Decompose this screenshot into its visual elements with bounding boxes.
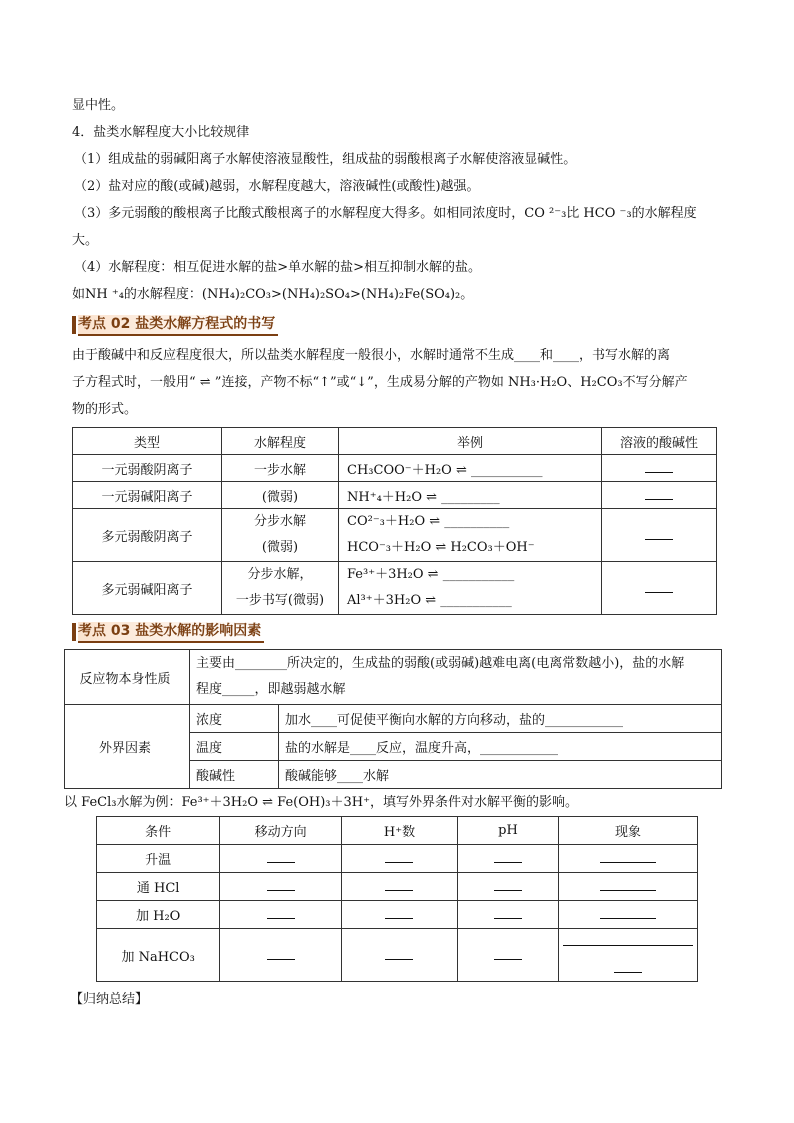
cell-type: 一元弱碱阳离子 [73,482,222,509]
answer-blank[interactable] [220,929,342,982]
example-line: HCO⁻₃＋H₂O ⇌ H₂CO₃＋OH⁻ [347,540,535,555]
document-page [64,92,732,1013]
answer-blank[interactable] [458,873,559,901]
example-line: Fe³⁺＋3H₂O ⇌ ___________ [347,567,515,582]
answer-blank[interactable] [341,845,457,873]
row-content-self [190,650,722,705]
cell-degree: (微弱) [222,482,339,509]
cell-example [339,509,602,562]
factor-acidity: 酸碱性 [190,761,279,789]
answer-blank[interactable] [341,929,457,982]
degree-line: 分步水解 [253,514,306,529]
answer-blank[interactable] [559,845,698,873]
cell-answer-blank[interactable] [602,455,717,482]
row-label-self: 反应物本身性质 [65,650,190,705]
hydrolysis-equation-table [72,427,717,615]
cell-degree: 一步水解 [222,455,339,482]
table-row [97,873,698,901]
content-line: 程度_____，即越弱越水解 [196,682,346,697]
cell-answer-blank[interactable] [602,562,717,615]
answer-blank[interactable] [220,873,342,901]
heading-bar [72,316,76,334]
header-example: 举例 [339,428,602,455]
table-row [73,562,717,615]
answer-blank[interactable] [458,929,559,982]
condition-cell: 加 NaHCO₃ [97,929,220,982]
fecl3-example-line: 以 FeCl₃水解为例：Fe³⁺＋3H₂O ⇌ Fe(OH)₃＋3H⁺，填写外界条件对水解平衡的影响。 [64,795,578,810]
factor-text: 加水____可促使平衡向水解的方向移动，盐的____________ [279,705,722,733]
cell-type: 一元弱酸阴离子 [73,455,222,482]
table-row [65,650,722,705]
intro-line: 显中性。 [72,98,125,113]
cell-degree [222,509,339,562]
heading-bar [72,623,76,641]
cell-example: NH⁺₄＋H₂O ⇌ _________ [339,482,602,509]
header-degree: 水解程度 [222,428,339,455]
kaodian02-para-2: 子方程式时，一般用“ ⇌ ”连接，产物不标“↑”或“↓”，生成易分解的产物如 NH₃·H₂O、H₂CO₃不写分解产 [72,375,688,390]
answer-blank[interactable] [341,873,457,901]
section4-item-3: （3）多元弱酸的酸根离子比酸式酸根离子的水解程度大得多。如相同浓度时，CO ²⁻₃比 HCO ⁻₃的水解程度 [74,206,697,221]
degree-line: 分步水解， [247,567,313,582]
answer-blank[interactable] [220,901,342,929]
header-ph: pH [458,817,559,845]
answer-blank[interactable] [220,845,342,873]
section4-item-2: （2）盐对应的酸(或碱)越弱，水解程度越大，溶液碱性(或酸性)越强。 [74,179,480,194]
factor-temperature: 温度 [190,733,279,761]
condition-cell: 升温 [97,845,220,873]
section4-heading: 4．盐类水解程度大小比较规律 [72,125,250,140]
cell-example [339,562,602,615]
kaodian02-para-3: 物的形式。 [72,402,138,417]
kaodian02-title: 考点 02 盐类水解方程式的书写 [78,315,278,336]
table-row [73,482,717,509]
kaodian03-heading [72,621,732,643]
answer-blank[interactable] [458,901,559,929]
degree-line: 一步书写(微弱) [235,593,325,608]
condition-cell: 通 HCl [97,873,220,901]
factor-text: 酸碱能够____水解 [279,761,722,789]
cell-answer-blank[interactable] [602,482,717,509]
header-condition: 条件 [97,817,220,845]
kaodian03-title: 考点 03 盐类水解的影响因素 [78,622,264,643]
row-label-external: 外界因素 [65,705,190,789]
section4-example: 如NH ⁺₄的水解程度：(NH₄)₂CO₃>(NH₄)₂SO₄>(NH₄)₂Fe(SO₄)₂。 [72,287,474,302]
condition-cell: 加 H₂O [97,901,220,929]
cell-degree [222,562,339,615]
answer-blank[interactable] [559,901,698,929]
table-header-row [97,817,698,845]
header-direction: 移动方向 [220,817,342,845]
example-line: CO²⁻₃＋H₂O ⇌ __________ [347,514,510,529]
table-row [97,901,698,929]
cell-type: 多元弱酸阴离子 [73,509,222,562]
answer-blank[interactable] [559,873,698,901]
factor-text: 盐的水解是____反应，温度升高，____________ [279,733,722,761]
header-type: 类型 [73,428,222,455]
fecl3-conditions-table [96,816,698,982]
kaodian02-heading [72,314,732,336]
cell-example: CH₃COO⁻＋H₂O ⇌ ___________ [339,455,602,482]
cell-answer-blank[interactable] [602,509,717,562]
table-header-row [73,428,717,455]
table-row [73,509,717,562]
answer-blank[interactable] [458,845,559,873]
answer-blank[interactable] [341,901,457,929]
factor-concentration: 浓度 [190,705,279,733]
answer-blank[interactable] [559,929,698,982]
header-acidity: 溶液的酸碱性 [602,428,717,455]
cell-type: 多元弱碱阳离子 [73,562,222,615]
kaodian02-para-1: 由于酸碱中和反应程度很大，所以盐类水解程度一般很小，水解时通常不生成____和____，书写水解的离 [72,348,671,363]
table-row [97,929,698,982]
header-h-count: H⁺数 [341,817,457,845]
section4-item-3-cont: 大。 [72,233,99,248]
table-row [97,845,698,873]
section4-item-1: （1）组成盐的弱碱阳离子水解使溶液显酸性，组成盐的弱酸根离子水解使溶液显碱性。 [74,152,577,167]
example-line: Al³⁺＋3H₂O ⇌ ___________ [347,593,512,608]
summary-label: 【归纳总结】 [70,992,149,1007]
header-phenomenon: 现象 [559,817,698,845]
table-row [73,455,717,482]
degree-line: (微弱) [261,540,299,555]
section4-item-4: （4）水解程度：相互促进水解的盐>单水解的盐>相互抑制水解的盐。 [74,260,482,275]
influence-factors-table [64,649,722,789]
content-line: 主要由________所决定的，生成盐的弱酸(或弱碱)越难电离(电离常数越小)，盐的水解 [196,656,685,671]
table-row [65,705,722,733]
